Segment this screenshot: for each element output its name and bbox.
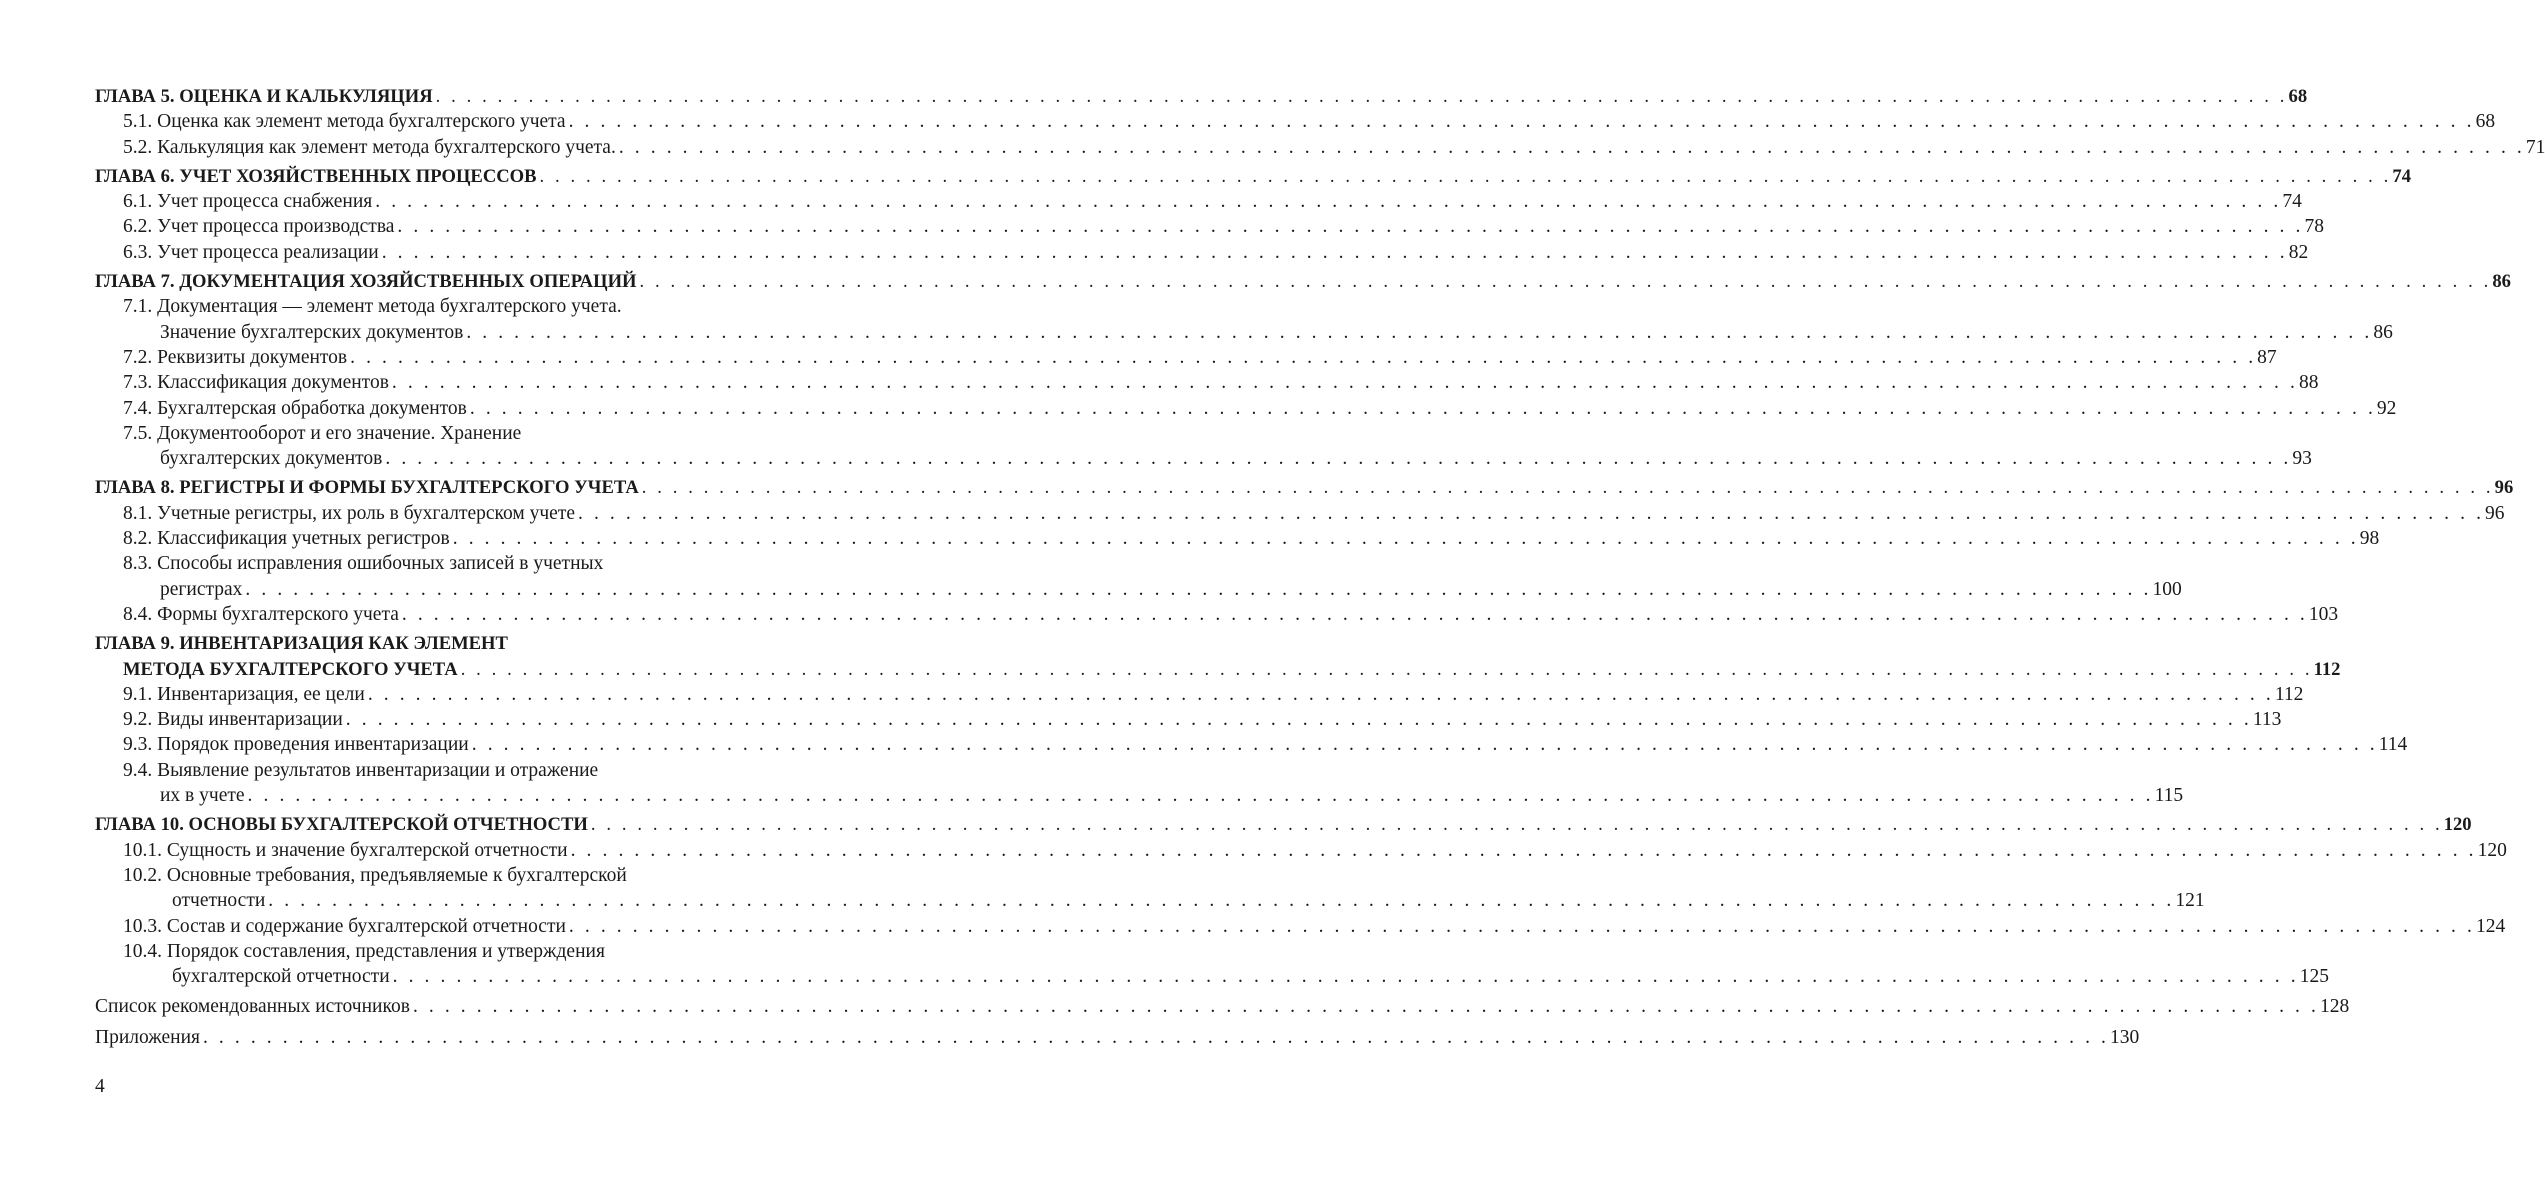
leader-dots: . . . . . . . . . . . . . . . . . . . . . . . . . . . . . . . . . . . . . . . . . . . . . . . . . . . . . . . . . . . . . . . . . . . . . . . . . . . . . . . . . . . . . . . . . . . . . . . . . . . . . . . . . . . . . . . . . . . . . . . . [578,502,2485,524]
toc-entry-line [95,475,2514,500]
toc-entry [95,758,2184,809]
page-number: 4 [95,1076,105,1097]
toc-entry-title: 10.3. Состав и содержание бухгалтерской отчетности [123,915,566,937]
toc-entry [95,135,2545,160]
toc-entry [95,914,2506,939]
toc-entry-title: 7.3. Классификация документов [123,372,389,394]
toc-entry-line [95,214,2324,239]
toc-page-number: 82 [2288,241,2309,263]
toc-entry-title: 8.2. Классификация учетных регистров [123,528,450,550]
toc-page-number: 112 [2313,658,2341,680]
toc-page-number: 115 [2154,785,2184,807]
toc-entry [95,109,2496,134]
toc-entry [95,396,2397,421]
toc-entry [95,732,2408,757]
leader-dots: . . . . . . . . . . . . . . . . . . . . . . . . . . . . . . . . . . . . . . . . . . . . . . . . . . . . . . . . . . . . . . . . . . . . . . . . . . . . . . . . . . . . . . . . . . . . . . . . . . . . . . . . . . . . . . . . . . . . . . . . [452,528,2359,550]
toc-entry-title: 9.4. Выявление результатов инвентаризации и отражение [123,759,599,781]
toc-entry-line [95,501,2505,526]
toc-page-number: 100 [2152,578,2182,600]
toc-entry-title: Список рекомендованных источников [95,996,410,1018]
toc-entry-line [95,269,2511,294]
toc-page-number: 128 [2319,996,2350,1018]
toc-entry-line [95,707,2282,732]
toc-entry-title: бухгалтерской отчетности [172,966,390,988]
toc-entry [95,682,2304,707]
toc-entry-title: ГЛАВА 10. ОСНОВЫ БУХГАЛТЕРСКОЙ ОТЧЕТНОСТИ [95,814,588,836]
toc-entry-title: их в учете [160,785,245,807]
toc-page-number: 114 [2378,734,2408,756]
toc-entry-title: Приложения [95,1026,200,1048]
toc-entry-line [95,320,2393,345]
toc-entry [95,994,2350,1019]
toc-entry-line [95,838,2507,863]
toc-entry-title: ГЛАВА 7. ДОКУМЕНТАЦИЯ ХОЗЯЙСТВЕННЫХ ОПЕРАЦИЙ [95,271,637,293]
toc-entry-title: 9.3. Порядок проведения инвентаризации [123,734,469,756]
toc-entry [95,501,2505,526]
toc-page-number: 88 [2298,372,2319,394]
toc-entry [95,421,2312,472]
leader-dots: . . . . . . . . . . . . . . . . . . . . . . . . . . . . . . . . . . . . . . . . . . . . . . . . . . . . . . . . . . . . . . . . . . . . . . . . . . . . . . . . . . . . . . . . . . . . . . . . . . . . . . . . . . . . . . . . . . . . . . . . [618,136,2525,158]
toc-entry-line [95,812,2472,837]
toc-page-number: 103 [2308,603,2339,625]
leader-dots: . . . . . . . . . . . . . . . . . . . . . . . . . . . . . . . . . . . . . . . . . . . . . . . . . . . . . . . . . . . . . . . . . . . . . . . . . . . . . . . . . . . . . . . . . . . . . . . . . . . . . . . . . . . . . . . . . . . . . . . . [367,683,2274,705]
toc-entry-title: ГЛАВА 8. РЕГИСТРЫ И ФОРМЫ БУХГАЛТЕРСКОГО УЧЕТА [95,477,639,499]
toc-page-number: 93 [2292,448,2312,470]
toc-entry-title: регистрах [160,578,243,600]
toc-entry [95,838,2507,863]
toc-entry-line [95,446,2312,471]
toc-entry [95,707,2282,732]
toc-page-number: 86 [2373,321,2393,343]
toc-page-number: 92 [2376,397,2397,419]
toc-entry-line [95,888,2205,913]
leader-dots: . . . . . . . . . . . . . . . . . . . . . . . . . . . . . . . . . . . . . . . . . . . . . . . . . . . . . . . . . . . . . . . . . . . . . . . . . . . . . . . . . . . . . . . . . . . . . . . . . . . . . . . . . . . . . . . . . . . . . . . . [471,734,2378,756]
toc-entry [95,939,2329,990]
toc-entry-title: 7.5. Документооборот и его значение. Хранение [123,422,522,444]
toc-page-number: 68 [2475,111,2496,133]
toc-entry-line [95,914,2506,939]
leader-dots: . . . . . . . . . . . . . . . . . . . . . . . . . . . . . . . . . . . . . . . . . . . . . . . . . . . . . . . . . . . . . . . . . . . . . . . . . . . . . . . . . . . . . . . . . . . . . . . . . . . . . . . . . . . . . . . . . . . . . . . . [568,111,2475,133]
toc-entry-title: ГЛАВА 9. ИНВЕНТАРИЗАЦИЯ КАК ЭЛЕМЕНТ [95,633,508,655]
toc-entry [95,370,2319,395]
leader-dots: . . . . . . . . . . . . . . . . . . . . . . . . . . . . . . . . . . . . . . . . . . . . . . . . . . . . . . . . . . . . . . . . . . . . . . . . . . . . . . . . . . . . . . . . . . . . . . . . . . . . . . . . . . . . . . . . . . . . . . . . [268,890,2175,912]
toc-chapter-entry [95,631,2341,682]
leader-dots: . . . . . . . . . . . . . . . . . . . . . . . . . . . . . . . . . . . . . . . . . . . . . . . . . . . . . . . . . . . . . . . . . . . . . . . . . . . . . . . . . . . . . . . . . . . . . . . . . . . . . . . . . . . . . . . . . . . . . . . . [460,658,2313,680]
toc-entry-line [95,135,2545,160]
leader-dots: . . . . . . . . . . . . . . . . . . . . . . . . . . . . . . . . . . . . . . . . . . . . . . . . . . . . . . . . . . . . . . . . . . . . . . . . . . . . . . . . . . . . . . . . . . . . . . . . . . . . . . . . . . . . . . . . . . . . . . . . [202,1026,2110,1048]
leader-dots: . . . . . . . . . . . . . . . . . . . . . . . . . . . . . . . . . . . . . . . . . . . . . . . . . . . . . . . . . . . . . . . . . . . . . . . . . . . . . . . . . . . . . . . . . . . . . . . . . . . . . . . . . . . . . . . . . . . . . . . . [247,785,2154,807]
toc-entry-title: 5.1. Оценка как элемент метода бухгалтерского учета [123,111,566,133]
toc-entry-line [95,526,2380,551]
toc-chapter-entry [95,475,2514,500]
toc-page-number: 120 [2443,814,2472,836]
toc-entry-title: 7.4. Бухгалтерская обработка документов [123,397,467,419]
leader-dots: . . . . . . . . . . . . . . . . . . . . . . . . . . . . . . . . . . . . . . . . . . . . . . . . . . . . . . . . . . . . . . . . . . . . . . . . . . . . . . . . . . . . . . . . . . . . . . . . . . . . . . . . . . . . . . . . . . . . . . . . [350,346,2257,368]
toc-page-number: 113 [2252,709,2282,731]
toc-entry-line [95,964,2329,989]
leader-dots: . . . . . . . . . . . . . . . . . . . . . . . . . . . . . . . . . . . . . . . . . . . . . . . . . . . . . . . . . . . . . . . . . . . . . . . . . . . . . . . . . . . . . . . . . . . . . . . . . . . . . . . . . . . . . . . . . . . . . . . . [639,271,2492,293]
toc-entry-title: 10.1. Сущность и значение бухгалтерской отчетности [123,839,568,861]
toc-entry-title: 5.2. Калькуляция как элемент метода бухгалтерского учета. [123,136,616,158]
toc-page-number: 96 [2485,502,2505,524]
toc-page-number: 125 [2299,966,2329,988]
toc-page-number: 98 [2359,528,2380,550]
toc-chapter-entry [95,84,2308,109]
toc-entry-title: 9.2. Виды инвентаризации [123,709,343,731]
toc-chapter-entry [95,269,2511,294]
leader-dots: . . . . . . . . . . . . . . . . . . . . . . . . . . . . . . . . . . . . . . . . . . . . . . . . . . . . . . . . . . . . . . . . . . . . . . . . . . . . . . . . . . . . . . . . . . . . . . . . . . . . . . . . . . . . . . . . . . . . . . . . [469,397,2376,419]
toc-entry-line [95,994,2350,1019]
toc-entry-title: 7.2. Реквизиты документов [123,346,348,368]
toc-page-number: 121 [2175,890,2205,912]
toc-entry-line [95,345,2277,370]
leader-dots: . . . . . . . . . . . . . . . . . . . . . . . . . . . . . . . . . . . . . . . . . . . . . . . . . . . . . . . . . . . . . . . . . . . . . . . . . . . . . . . . . . . . . . . . . . . . . . . . . . . . . . . . . . . . . . . . . . . . . . . . [466,321,2373,343]
leader-dots: . . . . . . . . . . . . . . . . . . . . . . . . . . . . . . . . . . . . . . . . . . . . . . . . . . . . . . . . . . . . . . . . . . . . . . . . . . . . . . . . . . . . . . . . . . . . . . . . . . . . . . . . . . . . . . . . . . . . . . . . [568,915,2475,937]
toc-entry-line [95,396,2397,421]
toc-page-number: 96 [2494,477,2514,499]
toc-page-number: 130 [2110,1026,2140,1048]
toc-entry-line [95,189,2302,214]
toc-entry-line [95,577,2182,602]
toc-entry-line [95,657,2341,682]
toc-entry [95,240,2309,265]
leader-dots: . . . . . . . . . . . . . . . . . . . . . . . . . . . . . . . . . . . . . . . . . . . . . . . . . . . . . . . . . . . . . . . . . . . . . . . . . . . . . . . . . . . . . . . . . . . . . . . . . . . . . . . . . . . . . . . . . . . . . . . . [401,603,2308,625]
toc-entry-line [95,602,2339,627]
toc-entry-title: отчетности [172,890,266,912]
toc-entry-line [95,732,2408,757]
toc-entry-title: МЕТОДА БУХГАЛТЕРСКОГО УЧЕТА [123,658,458,680]
toc-page-number: 87 [2257,346,2277,368]
toc-entry-line [95,783,2184,808]
toc-page-number: 78 [2304,216,2324,238]
toc-entry-title: 6.1. Учет процесса снабжения [123,191,373,213]
toc-page-number: 74 [2392,165,2412,187]
leader-dots: . . . . . . . . . . . . . . . . . . . . . . . . . . . . . . . . . . . . . . . . . . . . . . . . . . . . . . . . . . . . . . . . . . . . . . . . . . . . . . . . . . . . . . . . . . . . . . . . . . . . . . . . . . . . . . . . . . . . . . . . [385,448,2292,470]
leader-dots: . . . . . . . . . . . . . . . . . . . . . . . . . . . . . . . . . . . . . . . . . . . . . . . . . . . . . . . . . . . . . . . . . . . . . . . . . . . . . . . . . . . . . . . . . . . . . . . . . . . . . . . . . . . . . . . . . . . . . . . . [375,191,2282,213]
toc-entry-line [95,109,2496,134]
toc-entry-line [95,84,2308,109]
toc-entry-title: бухгалтерских документов [160,448,383,470]
toc-page-number: 120 [2477,839,2507,861]
toc-entry [95,526,2380,551]
toc-entry [95,345,2277,370]
leader-dots: . . . . . . . . . . . . . . . . . . . . . . . . . . . . . . . . . . . . . . . . . . . . . . . . . . . . . . . . . . . . . . . . . . . . . . . . . . . . . . . . . . . . . . . . . . . . . . . . . . . . . . . . . . . . . . . . . . . . . . . . [245,578,2152,600]
leader-dots: . . . . . . . . . . . . . . . . . . . . . . . . . . . . . . . . . . . . . . . . . . . . . . . . . . . . . . . . . . . . . . . . . . . . . . . . . . . . . . . . . . . . . . . . . . . . . . . . . . . . . . . . . . . . . . . . . . . . . . . . [345,709,2252,731]
toc-chapter-entry [95,812,2472,837]
toc-entry-title: 9.1. Инвентаризация, ее цели [123,683,365,705]
toc-page-number: 112 [2274,683,2304,705]
toc-entry [95,863,2205,914]
leader-dots: . . . . . . . . . . . . . . . . . . . . . . . . . . . . . . . . . . . . . . . . . . . . . . . . . . . . . . . . . . . . . . . . . . . . . . . . . . . . . . . . . . . . . . . . . . . . . . . . . . . . . . . . . . . . . . . . . . . . . . . . [539,165,2392,187]
toc-page-number: 74 [2282,191,2302,213]
toc-entry [95,214,2324,239]
leader-dots: . . . . . . . . . . . . . . . . . . . . . . . . . . . . . . . . . . . . . . . . . . . . . . . . . . . . . . . . . . . . . . . . . . . . . . . . . . . . . . . . . . . . . . . . . . . . . . . . . . . . . . . . . . . . . . . . . . . . . . . . [590,814,2443,836]
toc-entry [95,1025,2140,1050]
leader-dots: . . . . . . . . . . . . . . . . . . . . . . . . . . . . . . . . . . . . . . . . . . . . . . . . . . . . . . . . . . . . . . . . . . . . . . . . . . . . . . . . . . . . . . . . . . . . . . . . . . . . . . . . . . . . . . . . . . . . . . . . [391,372,2298,394]
toc-entry-title: 8.4. Формы бухгалтерского учета [123,603,399,625]
toc-entry [95,294,2393,345]
leader-dots: . . . . . . . . . . . . . . . . . . . . . . . . . . . . . . . . . . . . . . . . . . . . . . . . . . . . . . . . . . . . . . . . . . . . . . . . . . . . . . . . . . . . . . . . . . . . . . . . . . . . . . . . . . . . . . . . . . . . . . . . [570,839,2477,861]
toc-entry-line [95,240,2309,265]
leader-dots: . . . . . . . . . . . . . . . . . . . . . . . . . . . . . . . . . . . . . . . . . . . . . . . . . . . . . . . . . . . . . . . . . . . . . . . . . . . . . . . . . . . . . . . . . . . . . . . . . . . . . . . . . . . . . . . . . . . . . . . . [641,477,2494,499]
leader-dots: . . . . . . . . . . . . . . . . . . . . . . . . . . . . . . . . . . . . . . . . . . . . . . . . . . . . . . . . . . . . . . . . . . . . . . . . . . . . . . . . . . . . . . . . . . . . . . . . . . . . . . . . . . . . . . . . . . . . . . . . [392,966,2299,988]
leader-dots: . . . . . . . . . . . . . . . . . . . . . . . . . . . . . . . . . . . . . . . . . . . . . . . . . . . . . . . . . . . . . . . . . . . . . . . . . . . . . . . . . . . . . . . . . . . . . . . . . . . . . . . . . . . . . . . . . . . . . . . . [397,216,2304,238]
toc-chapter-entry [95,164,2412,189]
toc-page-number: 124 [2475,915,2506,937]
table-of-contents [95,84,2545,1050]
toc-entry-title: 8.3. Способы исправления ошибочных записей в учетных [123,553,604,575]
toc-entry [95,551,2182,602]
toc-entry-title: 10.4. Порядок составления, представления и утверждения [123,940,605,962]
leader-dots: . . . . . . . . . . . . . . . . . . . . . . . . . . . . . . . . . . . . . . . . . . . . . . . . . . . . . . . . . . . . . . . . . . . . . . . . . . . . . . . . . . . . . . . . . . . . . . . . . . . . . . . . . . . . . . . . . . . . . . . . [381,241,2288,263]
toc-entry-line [95,1025,2140,1050]
toc-entry-line [95,370,2319,395]
toc-entry [95,189,2302,214]
toc-page-number: 71 [2525,136,2545,158]
toc-entry-line [95,164,2412,189]
toc-entry-title: 7.1. Документация — элемент метода бухгалтерского учета. [123,296,622,318]
toc-page-number: 86 [2492,271,2511,293]
toc-entry-title: 10.2. Основные требования, предъявляемые к бухгалтерской [123,864,627,886]
toc-entry-title: 6.2. Учет процесса производства [123,216,395,238]
toc-entry-title: ГЛАВА 6. УЧЕТ ХОЗЯЙСТВЕННЫХ ПРОЦЕССОВ [95,165,537,187]
toc-entry-title: 6.3. Учет процесса реализации [123,241,379,263]
leader-dots: . . . . . . . . . . . . . . . . . . . . . . . . . . . . . . . . . . . . . . . . . . . . . . . . . . . . . . . . . . . . . . . . . . . . . . . . . . . . . . . . . . . . . . . . . . . . . . . . . . . . . . . . . . . . . . . . . . . . . . . . [435,86,2288,107]
toc-entry-line [95,682,2304,707]
toc-page-number: 68 [2288,86,2308,107]
leader-dots: . . . . . . . . . . . . . . . . . . . . . . . . . . . . . . . . . . . . . . . . . . . . . . . . . . . . . . . . . . . . . . . . . . . . . . . . . . . . . . . . . . . . . . . . . . . . . . . . . . . . . . . . . . . . . . . . . . . . . . . . [412,996,2319,1018]
toc-entry-title: 8.1. Учетные регистры, их роль в бухгалтерском учете [123,502,576,524]
toc-entry-title: Значение бухгалтерских документов [160,321,464,343]
toc-entry-title: ГЛАВА 5. ОЦЕНКА И КАЛЬКУЛЯЦИЯ [95,86,433,107]
toc-entry [95,602,2339,627]
